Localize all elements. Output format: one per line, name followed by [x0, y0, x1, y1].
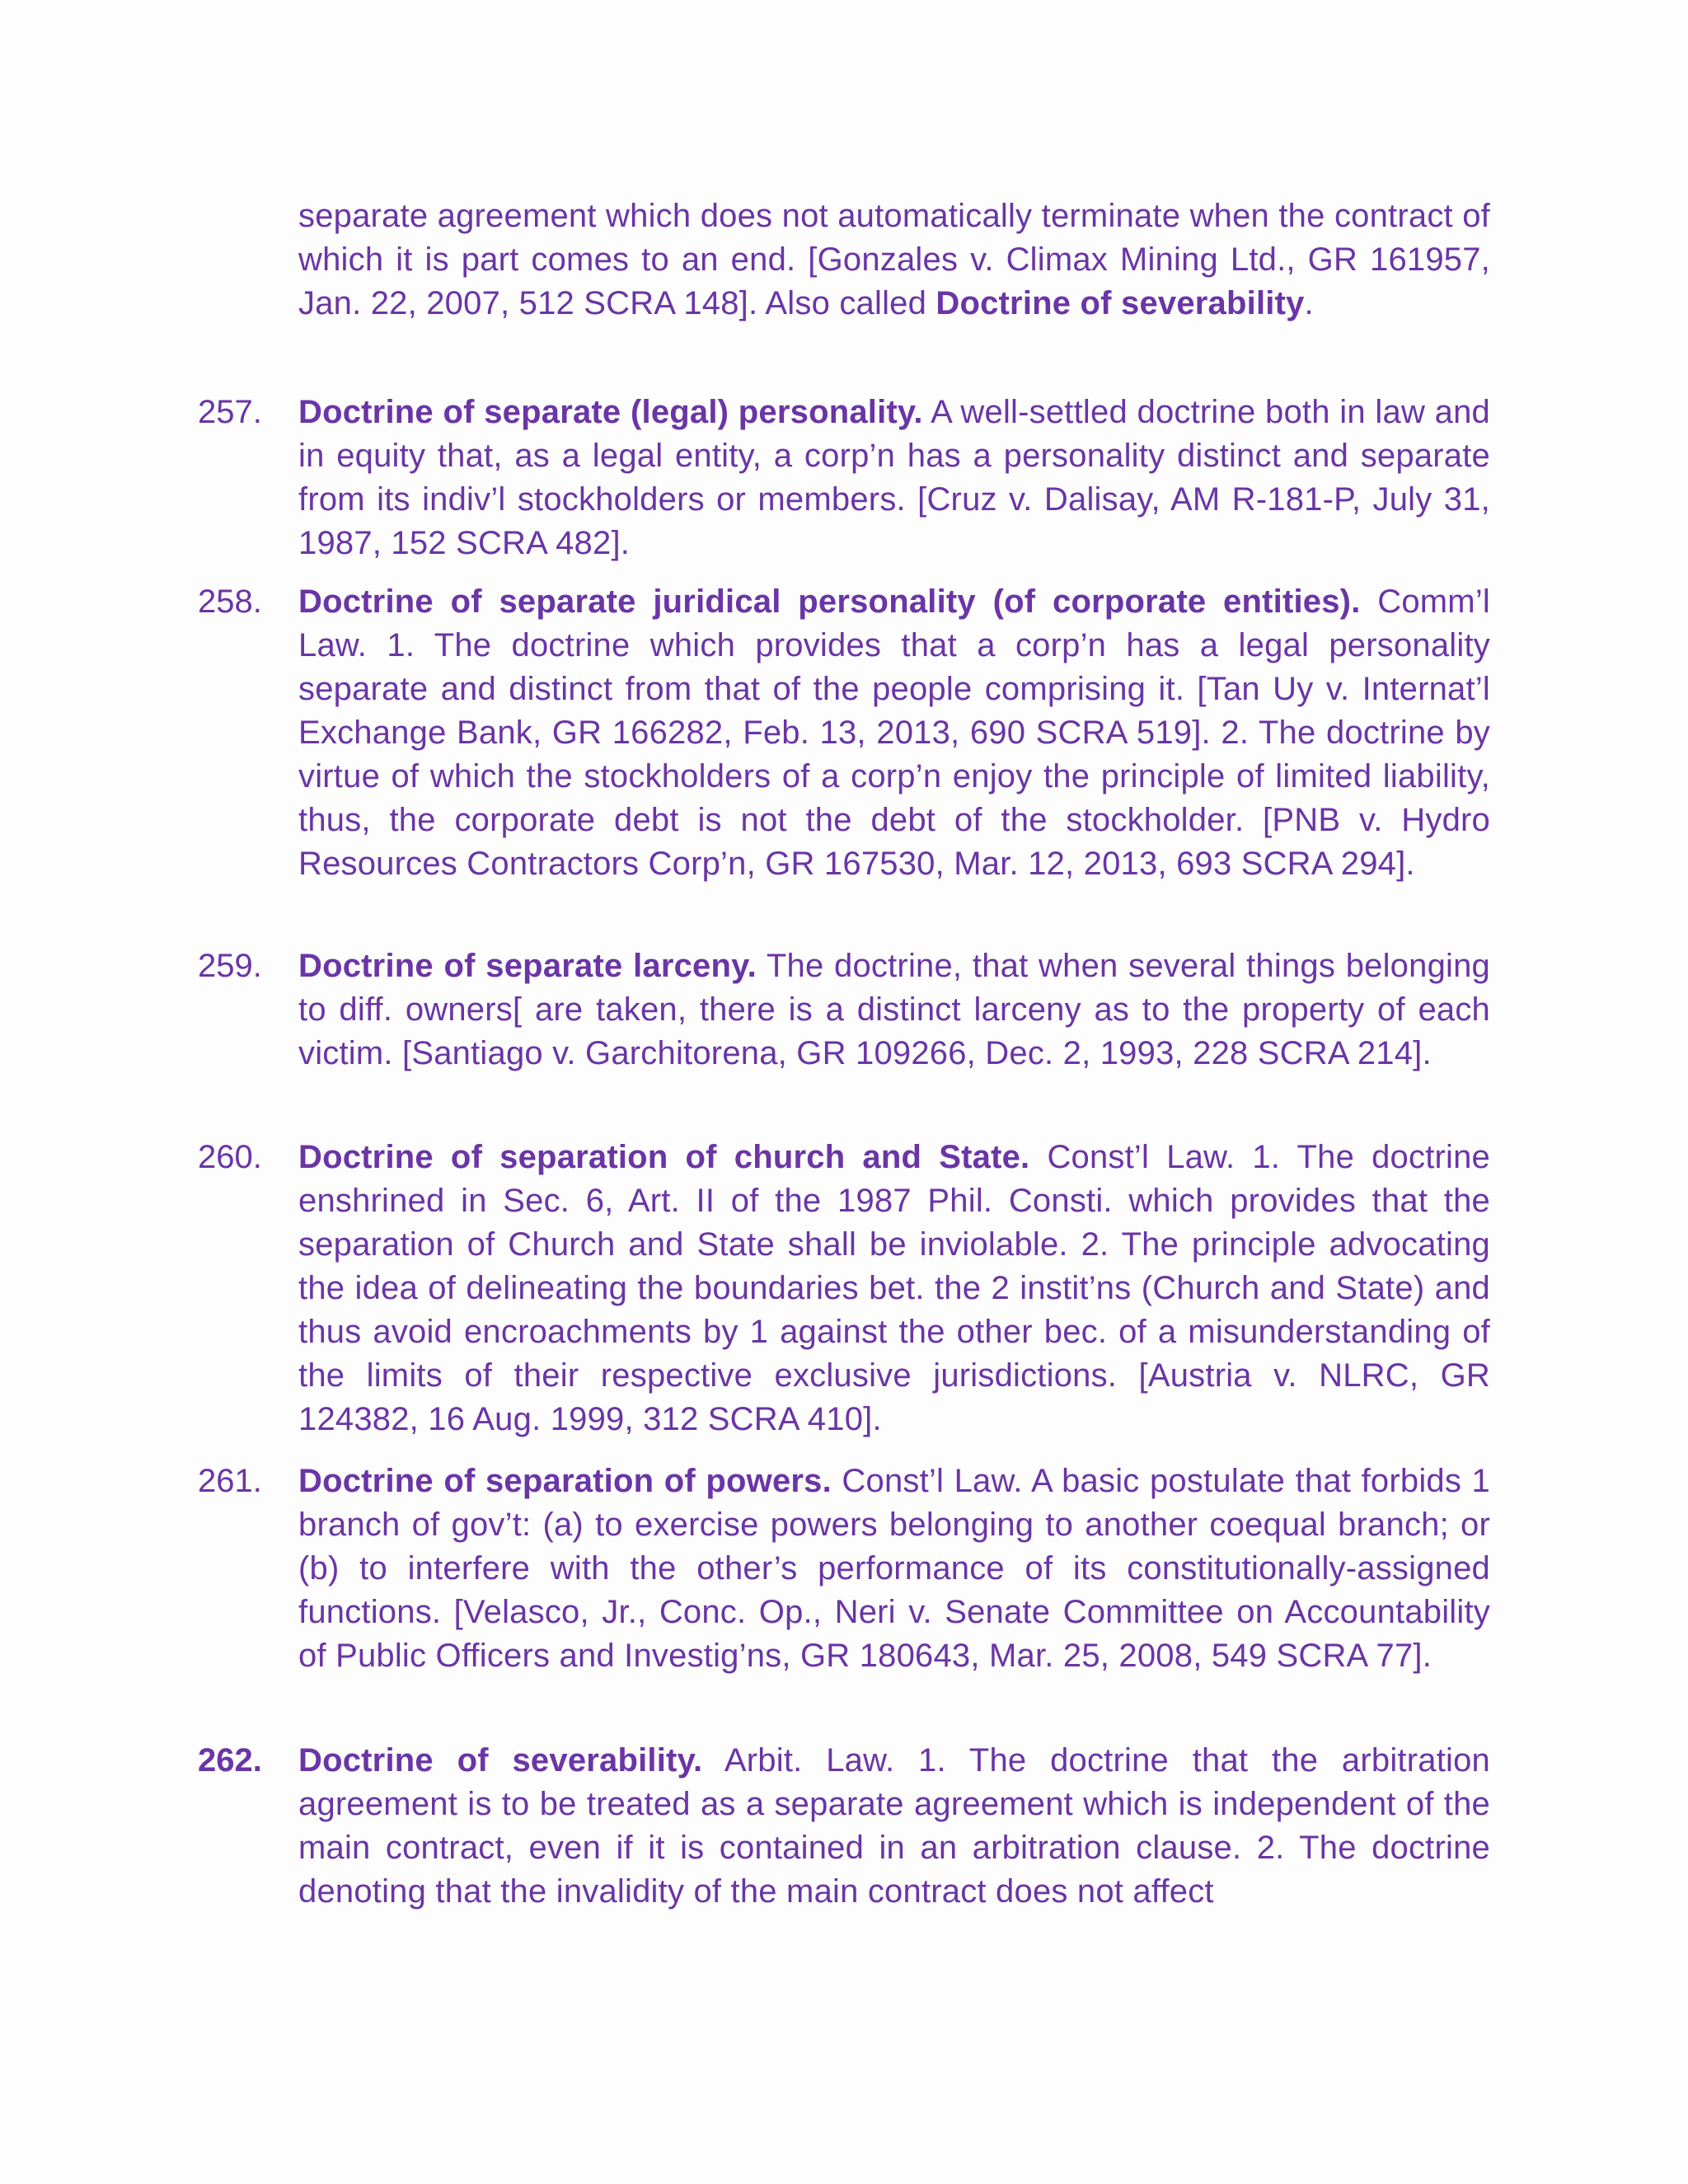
- entry-number: 258.: [198, 583, 262, 620]
- entry-body: [298, 944, 1490, 1076]
- entry-text: A well-settled doctrine both in law and in equity that, as a legal entity, a corp’n has a personality distinct and separate from its indiv’l stockholders or members. [Cruz v. Dalisay, AM R-181-P, July 31, 1987, 152 SCRA 482].: [298, 394, 1490, 561]
- entry-text: The doctrine, that when several things belonging to diff. owners[ are taken, there is a distinct larceny as to the property of each victim. [Santiago v. Garchitorena, GR 109266, Dec. 2, 1993, 228 SCRA 214].: [298, 948, 1490, 1071]
- continuation-text: separate agreement which does not automatically terminate when the contract of which it is part comes to an end. [Gonzales v. Climax Mining Ltd., GR 161957, Jan. 22, 2007, 512 SCRA 148]. Also called: [298, 198, 1490, 321]
- entry-number: 260.: [198, 1139, 262, 1175]
- entry-number: 257.: [198, 394, 262, 430]
- entry-text: Const’l Law. A basic postulate that forbids 1 branch of gov’t: (a) to exercise powers belonging to another coequal branch; or (b) to interfere with the other’s performance of its constitutionally-assigned functions. [Velasco, Jr., Conc. Op., Neri v. Senate Committee on Accountability of Public Officers and Investig’ns, GR 180643, Mar. 25, 2008, 549 SCRA 77].: [298, 1463, 1490, 1674]
- entry-body: [298, 391, 1490, 565]
- continuation-term: Doctrine of severability: [935, 285, 1305, 321]
- entry-body: [298, 580, 1490, 886]
- entry-number: 262.: [198, 1742, 262, 1779]
- entry-term: Doctrine of separate larceny.: [298, 948, 757, 984]
- entry-term: Doctrine of separation of powers.: [298, 1463, 832, 1499]
- entry-term: Doctrine of separate juridical personality (of corporate entities).: [298, 583, 1361, 620]
- entry-body: [298, 1460, 1490, 1678]
- entry-body: [298, 1739, 1490, 1914]
- entry-number: 259.: [198, 948, 262, 984]
- entry-body: [298, 1136, 1490, 1441]
- entry-text: Comm’l Law. 1. The doctrine which provides that a corp’n has a legal personality separate and distinct from that of the people comprising it. [Tan Uy v. Internat’l Exchange Bank, GR 166282, Feb. 13, 2013, 690 SCRA 519]. 2. The doctrine by virtue of which the stockholders of a corp’n enjoy the principle of limited liability, thus, the corporate debt is not the debt of the stockholder. [PNB v. Hydro Resources Contractors Corp’n, GR 167530, Mar. 12, 2013, 693 SCRA 294].: [298, 583, 1490, 882]
- entry-term: Doctrine of severability.: [298, 1742, 703, 1779]
- entry-number: 261.: [198, 1463, 262, 1499]
- entry-term: Doctrine of separate (legal) personality.: [298, 394, 923, 430]
- continuation-paragraph: [298, 194, 1490, 326]
- entry-text: Arbit. Law. 1. The doctrine that the arbitration agreement is to be treated as a separate agreement which is independent of the main contract, even if it is contained in an arbitration clause. 2. The doctrine denoting that the invalidity of the main contract does not affect: [298, 1742, 1490, 1910]
- entry-text: Const’l Law. 1. The doctrine enshrined in Sec. 6, Art. II of the 1987 Phil. Consti. which provides that the separation of Church and State shall be inviolable. 2. The principle advocating the idea of delineating the boundaries bet. the 2 instit’ns (Church and State) and thus avoid encroachments by 1 against the other bec. of a misunderstanding of the limits of their respective exclusive jurisdictions. [Austria v. NLRC, GR 124382, 16 Aug. 1999, 312 SCRA 410].: [298, 1139, 1491, 1437]
- entry-term: Doctrine of separation of church and State.: [298, 1139, 1030, 1175]
- continuation-tail: .: [1304, 285, 1314, 321]
